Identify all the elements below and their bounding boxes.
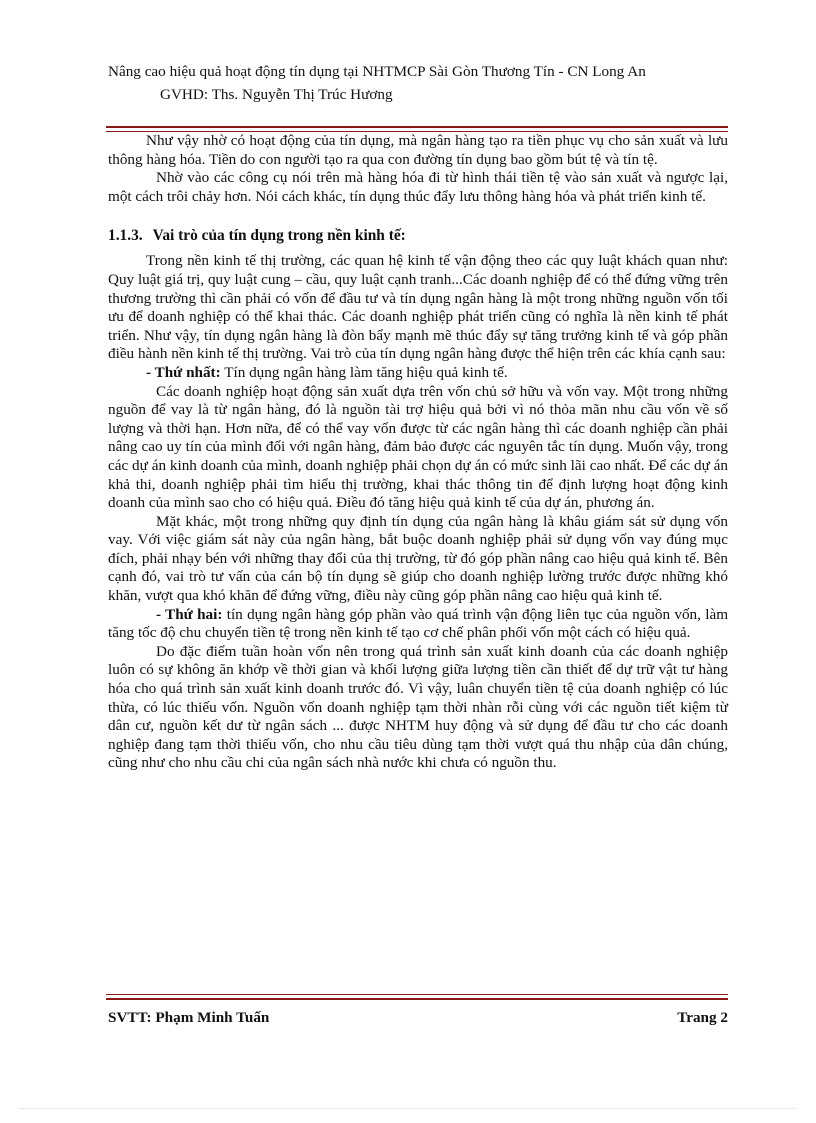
page-bottom-divider	[20, 1108, 796, 1109]
first-point	[108, 364, 728, 383]
paragraph: Các doanh nghiệp hoạt động sản xuất dựa trên vốn chủ sở hữu và vốn vay. Một trong những nguồn để vay là từ ngân hàng, đó là nguồn tài trợ hiệu quả bởi vì nó thỏa mãn nhu cầu vốn về số lượng và thời hạn. Hơn nữa, để có thể vay vốn được từ các ngân hàng thì các doanh nghiệp cần phải nâng cao uy tín của mình đối với ngân hàng, đảm bảo được các nguyên tắc tín dụng. Muốn vậy, trong các dự án kinh doanh của mình, doanh nghiệp phải chọn dự án có mức sinh lãi cao nhất. Để các dự án khả thi, doanh nghiệp phải tìm hiểu thị trường, khai thác thông tin để định lượng hoạt động kinh doanh của mình sao cho có hiệu quả. Điều đó tăng hiệu quả kinh tế của dự án, phương án.	[108, 382, 728, 512]
paragraph: Trong nền kinh tế thị trường, các quan hệ kinh tế vận động theo các quy luật khách quan như: Quy luật giá trị, quy luật cung – cầu, quy luật cạnh tranh...Các doanh nghiệp để có thể đứng vững trên thương trường thì cần phải có vốn để đầu tư và tín dụng ngân hàng là một trong những nguồn vốn tối ưu để doanh nghiệp có thể khai thác. Các doanh nghiệp phát triển cũng có nghĩa là nền kinh tế phát triển. Như vậy, tín dụng ngân hàng là đòn bẩy mạnh mẽ thúc đẩy sự tăng trưởng kinh tế và góp phần điều hành nền kinh tế thị trường. Vai trò của tín dụng ngân hàng được thể hiện trên các khía cạnh sau:	[108, 252, 729, 363]
second-point-label: - Thứ hai:	[156, 605, 223, 623]
section-heading	[108, 226, 728, 246]
second-point-text: tín dụng ngân hàng góp phần vào quá trình vận động liên tục của nguồn vốn, làm tăng tốc độ chu chuyển tiền tệ trong nền kinh tế tạo cơ chế phân phối vốn một cách có hiệu quả.	[108, 605, 729, 642]
first-point-label: - Thứ nhất:	[146, 363, 221, 381]
footer-rule	[106, 994, 728, 1000]
page-number: Trang 2	[677, 1009, 728, 1026]
paragraph: Nhờ vào các công cụ nói trên mà hàng hóa đi từ hình thái tiền tệ vào sản xuất và ngược lại, một cách trôi chảy hơn. Nói cách khác, tín dụng thúc đẩy lưu thông hàng hóa và phát triển kinh tế.	[108, 169, 728, 205]
student-name: SVTT: Phạm Minh Tuấn	[108, 1009, 270, 1026]
paragraph: Do đặc điểm tuần hoàn vốn nên trong quá trình sản xuất kinh doanh của các doanh nghiệp luôn có sự không ăn khớp về thời gian và khối lượng giữa lượng tiền cần thiết để dự trữ vật tư hàng hóa cho quá trình sản xuất kinh doanh trước đó. Vì vậy, luân chuyển tiền tệ của doanh nghiệp có lúc thừa, có lúc thiếu vốn. Nguồn vốn doanh nghiệp tạm thời nhàn rỗi cùng với các nguồn tiết kiệm từ dân cư, nguồn kết dư từ ngân sách ... được NHTM huy động và sử dụng để đầu tư cho các doanh nghiệp đang tạm thời thiếu vốn, cho nhu cầu tiêu dùng tạm thời vượt quá thu nhập của dân chúng, cũng như cho nhu cầu chi của ngân sách nhà nước khi chưa có nguồn thu.	[108, 642, 728, 772]
page-body	[108, 132, 728, 773]
section-number: 1.1.3.	[108, 227, 143, 245]
advisor-line: GVHD: Ths. Nguyễn Thị Trúc Hương	[160, 86, 393, 103]
paragraph: Như vậy nhờ có hoạt động của tín dụng, mà ngân hàng tạo ra tiền phục vụ cho sản xuất và lưu thông hàng hóa. Tiền do con người tạo ra qua con đường tín dụng bao gồm bút tệ và tín tệ.	[108, 132, 728, 168]
paragraph: Mặt khác, một trong những quy định tín dụng của ngân hàng là khâu giám sát sử dụng vốn vay. Với việc giám sát này của ngân hàng, bắt buộc doanh nghiệp phải sử dụng vốn vay đúng mục đích, phải nhạy bén với những thay đổi của thị trường, từ đó góp phần nâng cao hiệu quả kinh tế. Bên cạnh đó, vai trò tư vấn của cán bộ tín dụng sẽ giúp cho doanh nghiệp lường trước được những khó khăn, vượt qua khó khăn để đứng vững, điều này cũng góp phần nâng cao hiệu quả kinh tế.	[108, 512, 728, 605]
section-title: Vai trò của tín dụng trong nền kinh tế:	[152, 227, 406, 245]
page-header	[108, 62, 728, 105]
thesis-title: Nâng cao hiệu quả hoạt động tín dụng tại NHTMCP Sài Gòn Thương Tín - CN Long An	[108, 63, 646, 80]
second-point	[108, 606, 728, 643]
first-point-text: Tín dụng ngân hàng làm tăng hiệu quả kinh tế.	[224, 363, 508, 381]
